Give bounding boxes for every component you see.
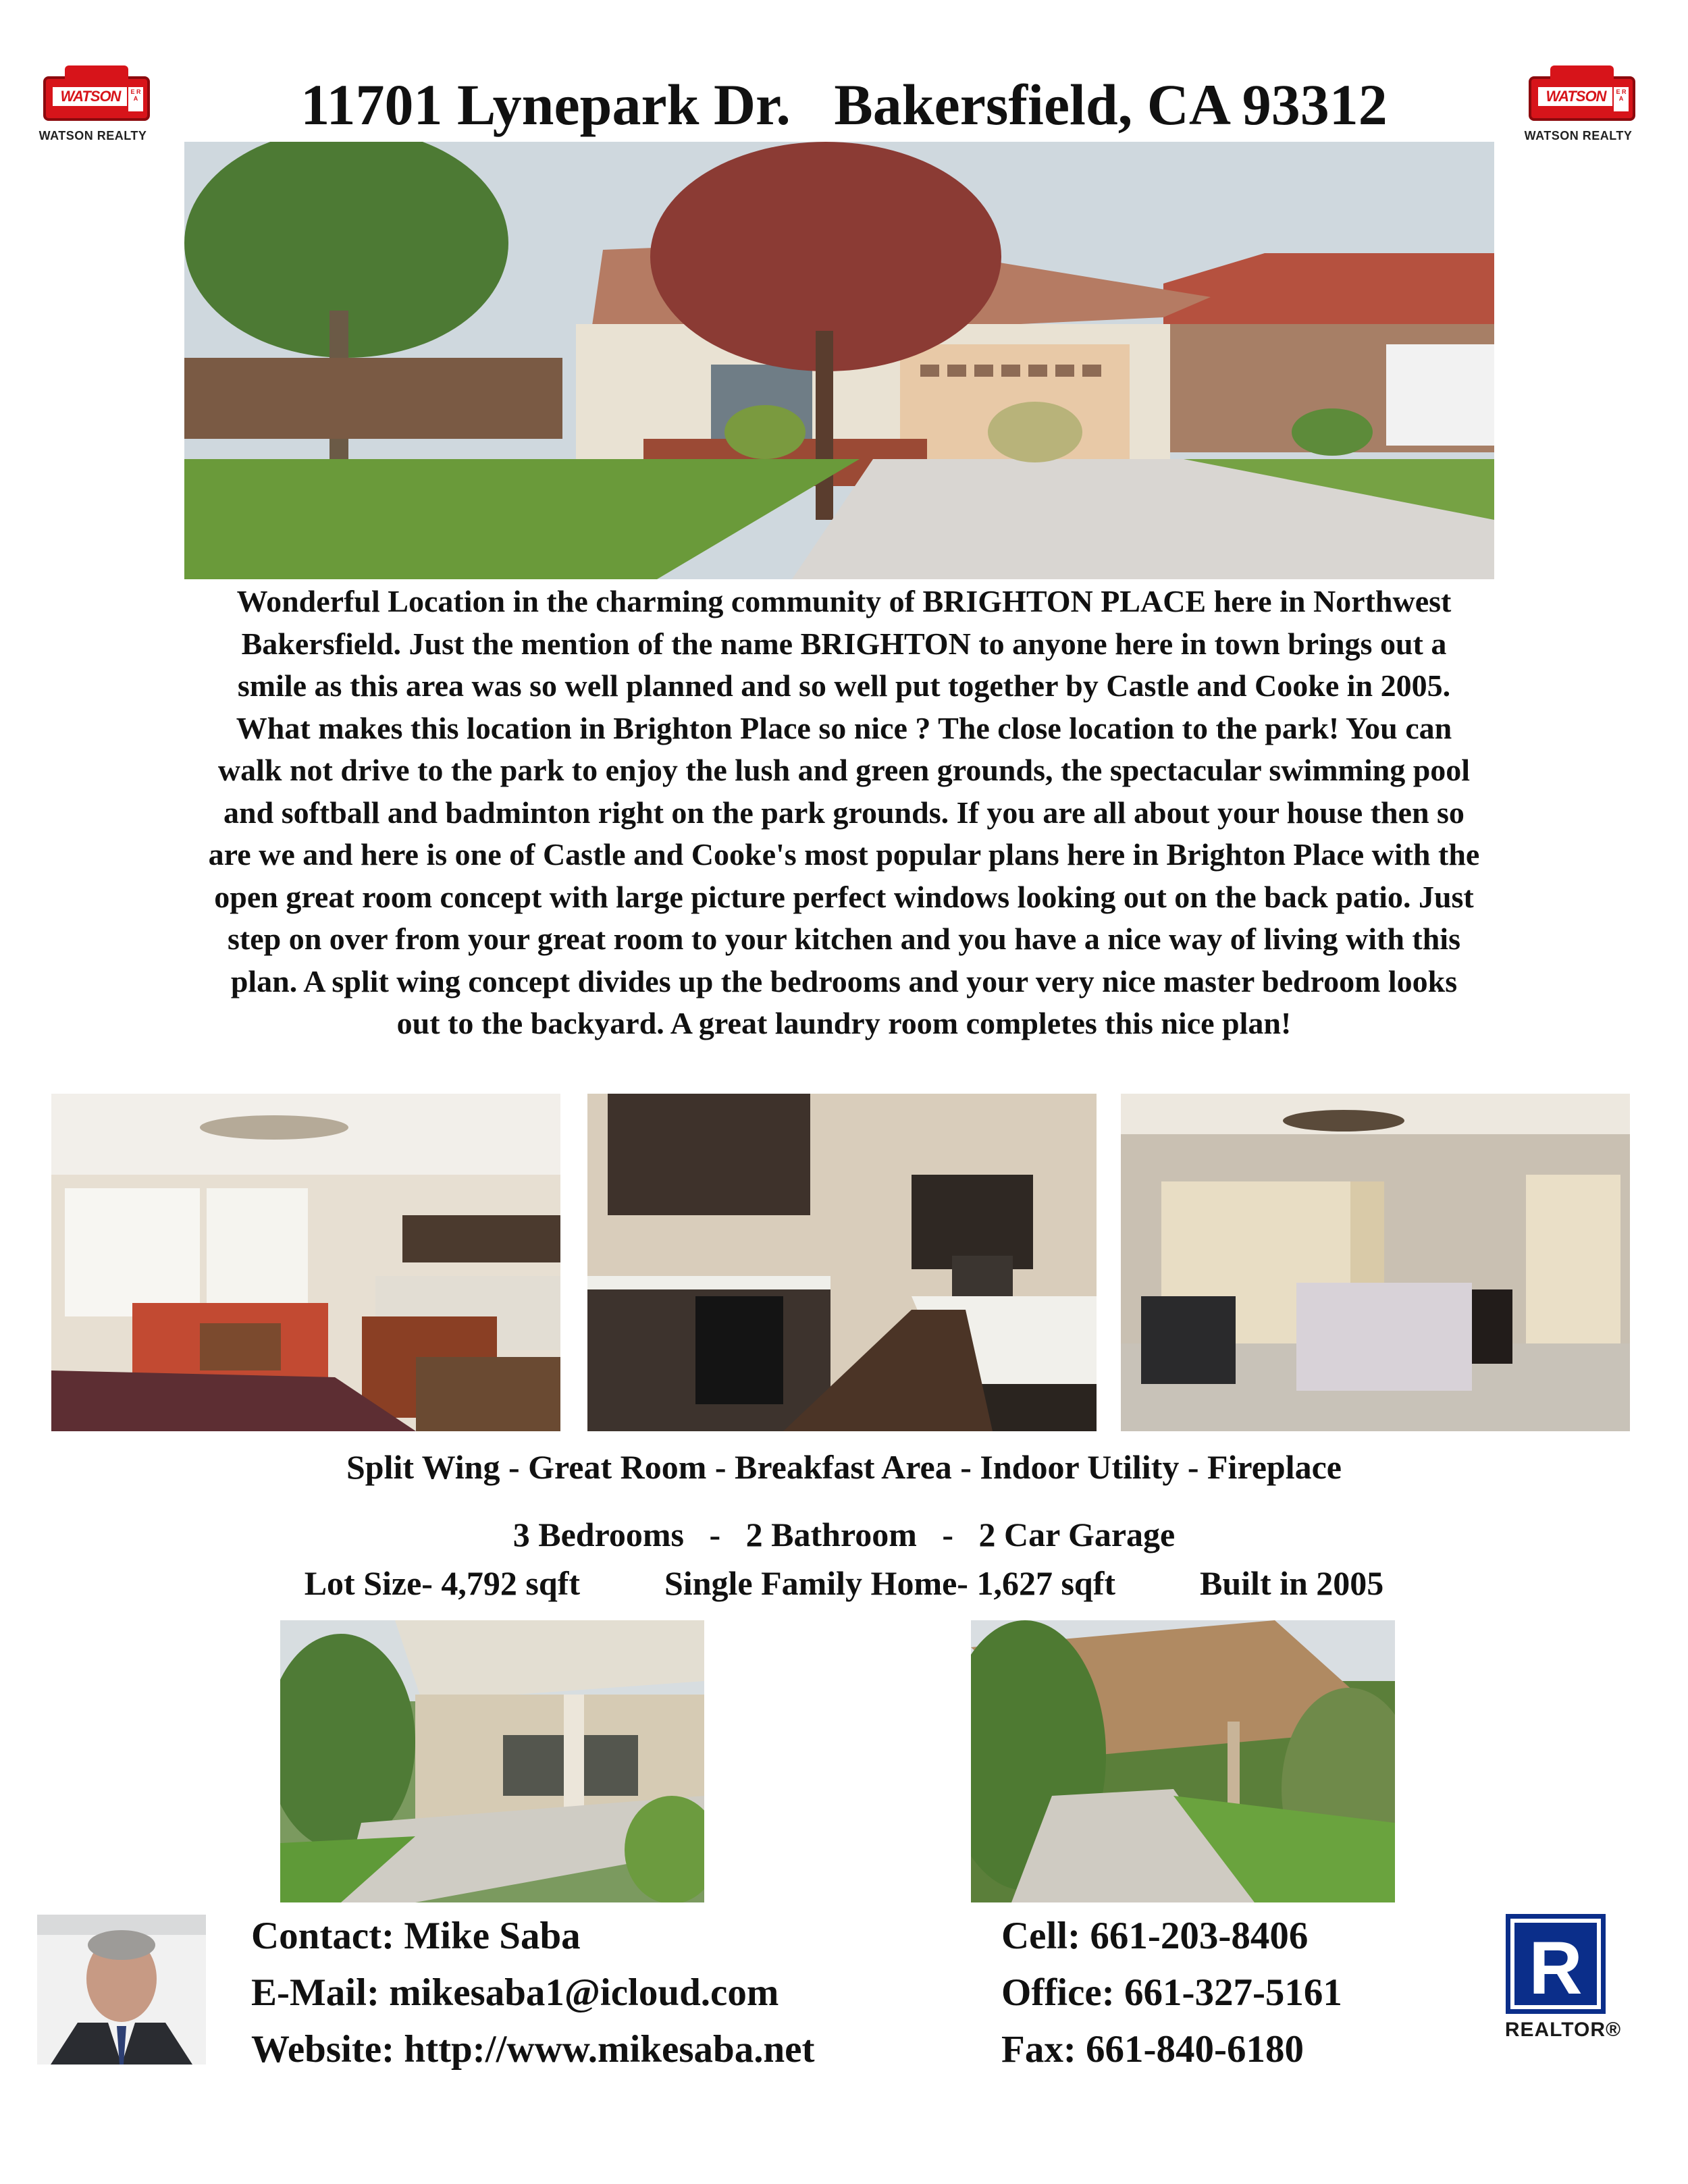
- master-bedroom-photo: [1121, 1094, 1630, 1431]
- kitchen-photo: [587, 1094, 1097, 1431]
- agent-headshot: [37, 1915, 206, 2065]
- specs-bed-bath-garage: 3 Bedrooms - 2 Bathroom - 2 Car Garage: [512, 1516, 1176, 1553]
- watson-realty-logo-left: WATSON E R A WATSON REALTY: [27, 64, 159, 159]
- back-patio-photo: [280, 1620, 704, 1902]
- contact-name: Contact: Mike Saba: [251, 1915, 581, 1957]
- contact-website[interactable]: Website: http://www.mikesaba.net: [251, 2028, 815, 2071]
- backyard-pergola-photo: [971, 1620, 1395, 1902]
- contact-cell: Cell: 661-203-8406: [1001, 1915, 1309, 1957]
- contact-email[interactable]: E-Mail: mikesaba1@icloud.com: [251, 1971, 779, 2014]
- features-list: Split Wing - Great Room - Breakfast Area - Indoor Utility - Fireplace: [346, 1448, 1342, 1486]
- specs-lot-size-built: Lot Size- 4,792 sqft Single Family Home- 1,627 sqft Built in 2005: [304, 1564, 1384, 1602]
- realtor-label: REALTOR®: [1504, 2019, 1622, 2041]
- property-address-title: 11701 Lynepark Dr. Bakersfield, CA 93312: [300, 72, 1388, 137]
- contact-fax: Fax: 661-840-6180: [1001, 2028, 1304, 2071]
- realtor-logo: [1506, 1914, 1606, 2014]
- great-room-photo: [51, 1094, 560, 1431]
- contact-office: Office: 661-327-5161: [1001, 1971, 1342, 2014]
- realtor-letter: R: [1529, 1927, 1583, 2010]
- exterior-front-photo: [184, 142, 1494, 579]
- property-description: Wonderful Location in the charming community of BRIGHTON PLACE here in Northwest Bakersfield. Just the mention of the name BRIGHTON to anyone here in town brings out a smile as this area was so well planned and so well put together by Castle and Cooke in 2005. What makes this location in Brighton Place so nice ? The close location to the park! You can walk not drive to the park to enjoy the lush and green grounds, the spectacular swimming pool and softball and badminton right on the park grounds. If you are all about your house then so are we and here is one of Castle and Cooke's most popular plans here in Brighton Place with the open great room concept with large picture perfect windows looking out on the back patio. Just step on over from your great room to your kitchen and you have a nice way of living with this plan. A split wing concept divides up the bedrooms and your very nice master bedroom looks out to the backyard. A great laundry room completes this nice plan!: [208, 584, 1480, 1040]
- watson-realty-logo-right: WATSON E R A WATSON REALTY: [1512, 64, 1644, 159]
